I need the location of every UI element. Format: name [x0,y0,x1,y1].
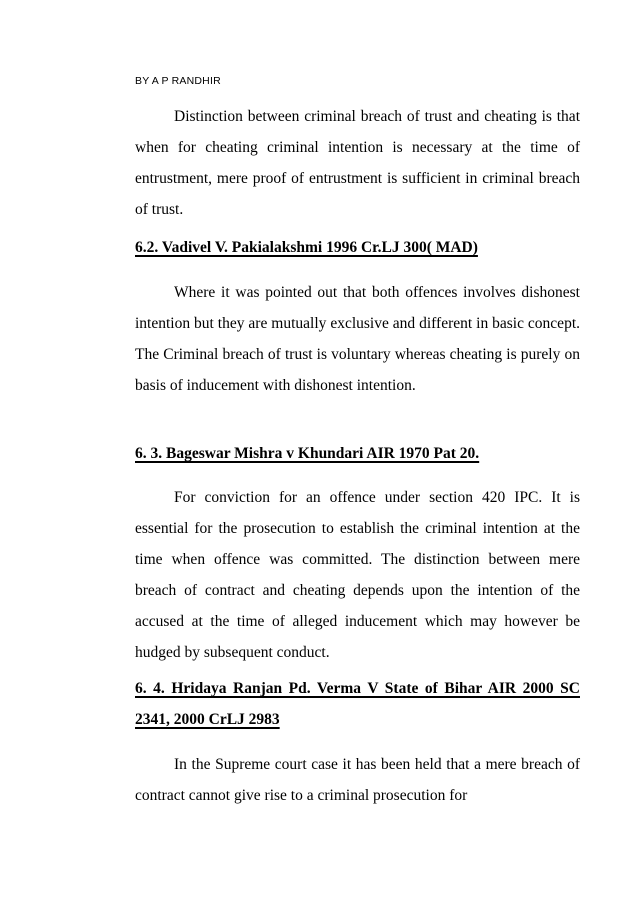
case-heading-bageswar: 6. 3. Bageswar Mishra v Khundari AIR 1970 Pat 20. [135,445,480,462]
paragraph-bageswar: For conviction for an offence under section 420 IPC. It is essential for the prosecution to establish the criminal intention at the time when offence was committed. The distinction between mere breach of contract and cheating depends upon the intention of the accused at the time of alleged inducement which may however be hudged by subsequent conduct. [135,489,580,661]
case-heading-vadivel: 6.2. Vadivel V. Pakialakshmi 1996 Cr.LJ 300( MAD) [135,239,478,256]
case-heading-hridaya: 6. 4. Hridaya Ranjan Pd. Verma V State of Bihar AIR 2000 SC 2341, 2000 CrLJ 2983 [135,680,580,728]
paragraph-distinction: Distinction between criminal breach of trust and cheating is that when for cheating criminal intention is necessary at the time of entrustment, mere proof of entrustment is sufficient in criminal breach of trust. [135,108,580,218]
paragraph-vadivel: Where it was pointed out that both offences involves dishonest intention but they are mutually exclusive and different in basic concept. The Criminal breach of trust is voluntary whereas cheating is purely on basis of inducement with dishonest intention. [135,284,580,394]
paragraph-hridaya: In the Supreme court case it has been held that a mere breach of contract cannot give rise to a criminal prosecution for [135,756,580,804]
page-header-author: BY A P RANDHIR [135,75,221,87]
